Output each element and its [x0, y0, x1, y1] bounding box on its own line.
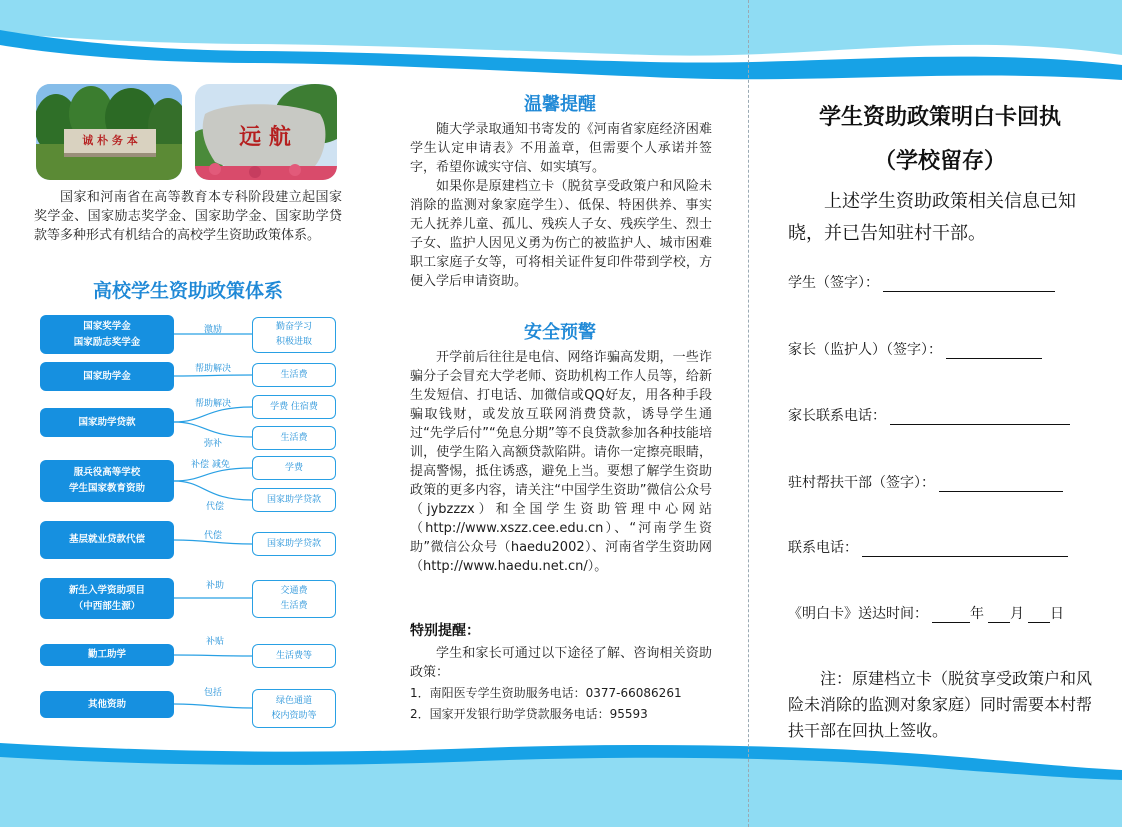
- box-grassroots-loan: [40, 521, 174, 559]
- edge-label: 补偿 减免: [191, 460, 230, 470]
- day-line[interactable]: [1028, 608, 1050, 623]
- field-label: 联系电话：: [788, 540, 858, 556]
- month-line[interactable]: [988, 608, 1010, 623]
- target-box: [252, 580, 336, 618]
- cadre-sign-field[interactable]: [788, 472, 1063, 492]
- edge-label: 帮助解决: [195, 364, 232, 374]
- target-label: 学费: [284, 462, 303, 473]
- edge-label: 补贴: [206, 637, 225, 647]
- warning-paragraph: 开学前后往往是电信、网络诈骗高发期，一些诈骗分子会冒充大学老师、资助机构工作人员等，给新生发短信、打电话、加微信或QQ好友，用各种手段骗取钱财，或发放互联网消费贷款，诱导学生通过“先学后付”“免息分期”等不良贷款参加各种技能培训，使学生陷入高额贷款陷阱。请你一定擦亮眼睛，提高警惕，抵住诱惑，避免上当。要想了解学生资助政策的更多内容，请关注“中国学生资助”微信公众号（jybzzzx）和全国学生资助管理中心网站（http://www.xszz.cee.edu.cn）、“河南学生资助”微信公众号（haedu2002）、河南省学生资助网（http://www.haedu.net.cn/）。: [410, 350, 712, 574]
- target-box: [252, 363, 336, 387]
- box-label: 基层就业贷款代偿: [68, 534, 145, 545]
- field-label: 驻村帮扶干部（签字）：: [788, 475, 935, 491]
- signature-line[interactable]: [883, 277, 1055, 292]
- box-label: 新生入学资助项目: [68, 584, 145, 596]
- contact-line-1: 1．南阳医专学生资助服务电话：0377-66086261: [410, 686, 682, 700]
- receipt-note: 注：原建档立卡（脱贫享受政策户和风险未消除的监测对象家庭）同时需要本村帮扶干部在回执上签收。: [788, 669, 1093, 740]
- year-label: 年: [970, 606, 984, 622]
- target-label: 国家助学贷款: [266, 538, 321, 549]
- edge-label: 弥补: [204, 439, 223, 449]
- special-reminder-title: 特别提醒：: [410, 623, 480, 639]
- special-section: [410, 644, 712, 724]
- target-box: [252, 532, 336, 556]
- warning-title: 安全预警: [524, 322, 596, 343]
- box-work-study: [40, 644, 174, 666]
- box-freshman-aid: [40, 578, 174, 619]
- target-label: 积极进取: [275, 337, 312, 347]
- edge-label: 补助: [206, 581, 225, 591]
- edge-label: 包括: [204, 688, 223, 698]
- month-label: 月: [1010, 606, 1024, 622]
- box-label: 国家励志奖学金: [73, 336, 141, 348]
- box-label: 其他资助: [87, 698, 126, 710]
- student-sign-field[interactable]: [788, 272, 1055, 292]
- box-label: （中西部生源）: [73, 600, 141, 612]
- field-label: 学生（签字）：: [788, 275, 879, 291]
- special-paragraph: 学生和家长可通过以下途径了解、咨询相关资助政策：: [410, 646, 712, 680]
- box-national-grant: [40, 362, 174, 391]
- edge-label: 代偿: [204, 531, 223, 541]
- edge-label: 激励: [204, 325, 223, 335]
- field-label: 《明白卡》送达时间：: [788, 606, 928, 622]
- receipt-subtitle: （学校留存）: [873, 148, 1006, 174]
- target-box: [252, 689, 336, 728]
- box-label: 国家助学金: [83, 370, 131, 382]
- warning-section: [410, 348, 712, 576]
- receipt-title: 学生资助政策明白卡回执: [818, 104, 1061, 130]
- box-label: 国家奖学金: [83, 320, 131, 332]
- box-other-aid: [40, 691, 174, 718]
- target-box: [252, 317, 336, 353]
- reminder-paragraph-2: 如果你是原建档立卡（脱贫享受政策户和风险未消除的监测对象家庭学生）、低保、特困供养、事实无人抚养儿童、孤儿、残疾人子女、残疾学生、烈士子女、监护人因见义勇为伤亡的被监护人、城市困难职工家庭子女等，可将相关证件复印件带到学校，方便入学后申请资助。: [410, 179, 712, 289]
- parent-sign-field[interactable]: [788, 339, 1042, 359]
- input-line[interactable]: [862, 542, 1068, 557]
- year-line[interactable]: [932, 608, 970, 623]
- contact-phone-field[interactable]: [788, 537, 1068, 557]
- target-label: 生活费: [280, 601, 308, 611]
- box-label: 服兵役高等学校: [73, 467, 141, 478]
- chart-title: 高校学生资助政策体系: [92, 280, 283, 302]
- signature-line[interactable]: [939, 477, 1063, 492]
- target-label: 交通费: [280, 586, 308, 596]
- delivery-date-field[interactable]: [788, 603, 1064, 623]
- target-label: 生活费: [280, 369, 308, 380]
- photo1-inscription: 诚 朴 务 本: [82, 134, 138, 147]
- intro-text: 国家和河南省在高等教育本专科阶段建立起国家奖学金、国家励志奖学金、国家助学金、国家助学贷款等多种形式有机结合的高校学生资助政策体系。: [34, 190, 342, 243]
- signature-line[interactable]: [946, 344, 1042, 359]
- field-label: 家长联系电话：: [788, 408, 886, 424]
- reminder-section: [410, 120, 712, 291]
- box-student-loan: [40, 408, 174, 437]
- target-label: 生活费等: [275, 650, 312, 661]
- target-label: 校内资助等: [271, 710, 317, 721]
- receipt-statement: 上述学生资助政策相关信息已知晓，并已告知驻村干部。: [788, 191, 1076, 244]
- target-label: 勤奋学习: [275, 322, 312, 332]
- box-label: 学生国家教育资助: [68, 483, 145, 494]
- target-box: [252, 644, 336, 668]
- edge-label: 帮助解决: [195, 399, 232, 409]
- target-label: 国家助学贷款: [266, 494, 321, 505]
- target-box: [252, 488, 336, 512]
- box-label: 国家助学贷款: [78, 416, 136, 428]
- target-box: [252, 426, 336, 450]
- day-label: 日: [1050, 606, 1064, 622]
- reminder-title: 温馨提醒: [524, 94, 596, 115]
- field-label: 家长（监护人）（签字）：: [788, 342, 942, 358]
- contact-line-2: 2．国家开发银行助学贷款服务电话：95593: [410, 707, 648, 721]
- box-military-aid: [40, 460, 174, 502]
- target-box: [252, 456, 336, 480]
- box-label: 勤工助学: [87, 649, 126, 660]
- edge-label: 代偿: [206, 502, 225, 512]
- parent-phone-field[interactable]: [788, 405, 1070, 425]
- target-box: [252, 395, 336, 419]
- target-label: 生活费: [280, 432, 308, 443]
- photo2-inscription: 远 航: [239, 124, 291, 150]
- box-national-scholarship: [40, 315, 174, 354]
- target-label: 绿色通道: [275, 695, 312, 706]
- target-label: 学费 住宿费: [270, 401, 318, 412]
- input-line[interactable]: [890, 410, 1070, 425]
- reminder-paragraph-1: 随大学录取通知书寄发的《河南省家庭经济困难学生认定申请表》不用盖章，但需要个人承诺并签字，希望你诚实守信、如实填写。: [410, 122, 712, 175]
